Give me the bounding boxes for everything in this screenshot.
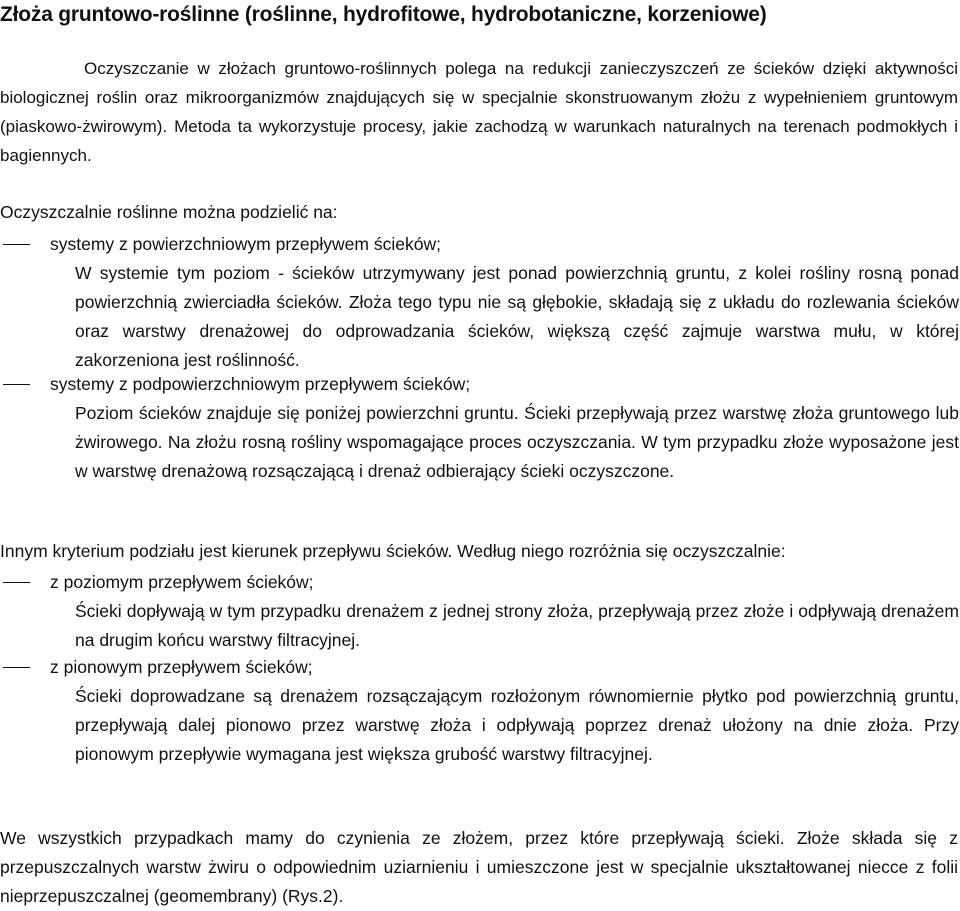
section1-lead: Oczyszczalnie roślinne można podzielić na: xyxy=(0,202,338,222)
list-item-description: Ścieki dopływają w tym przypadku drenażem z jednej strony złoża, przepływają przez złoże i odpływają drenażem na drugim końcu warstwy filtracyjnej. xyxy=(75,601,959,650)
section2-lead: Innym kryterium podziału jest kierunek przepływu ścieków. Według niego rozróżnia się oczyszczalnie: xyxy=(0,541,786,561)
list-item-title: systemy z powierzchniowym przepływem ścieków; xyxy=(50,234,441,254)
intro-paragraph: Oczyszczanie w złożach gruntowo-roślinnych polega na redukcji zanieczyszczeń ze ścieków dzięki aktywności biologicznej roślin oraz mikroorganizmów znajdujących się w specjalnie skonstruowanym złożu z wypełnieniem gruntowym (piaskowo-żwirowym). Metoda ta wykorzystuje procesy, jakie zachodzą w warunkach naturalnych na terenach podmokłych i bagiennych. xyxy=(0,59,958,165)
list-item-description: Poziom ścieków znajduje się poniżej powierzchni gruntu. Ścieki przepływają przez warstwę złoża gruntowego lub żwirowego. Na złożu rosną rośliny wspomagające proces oczyszczania. W tym przypadku złoże wyposażone jest w warstwę drenażową rozsączającą i drenaż odbierający ścieki oczyszczone. xyxy=(75,403,959,481)
list-item-title: systemy z podpowierzchniowym przepływem ścieków; xyxy=(50,374,471,394)
closing-paragraph: We wszystkich przypadkach mamy do czynienia ze złożem, przez które przepływają ścieki. Złoże składa się z przepuszczalnych warstw żwiru o odpowiednim uziarnieniu i umieszczone jest w specjalnie ukształtowanej niecce z folii nieprzepuszczalnej (geomembrany) (Rys.2). xyxy=(0,828,958,906)
list-item-title: z poziomym przepływem ścieków; xyxy=(50,572,314,592)
list-item-description: Ścieki doprowadzane są drenażem rozsączającym rozłożonym równomiernie płytko pod powierzchnią gruntu, przepływają dalej pionowo przez warstwę złoża i odpływają poprzez drenaż ułożony na dnie złoża. Przy pionowym przepływie wymagana jest większa grubość warstwy filtracyjnej. xyxy=(75,686,959,764)
list-item-title: z pionowym przepływem ścieków; xyxy=(50,657,313,677)
list-item-description: W systemie tym poziom - ścieków utrzymywany jest ponad powierzchnią gruntu, z kolei rośliny rosną ponad powierzchnią zwierciadła ścieków. Złoża tego typu nie są głębokie, składają się z układu do rozlewania ścieków oraz warstwy drenażowej do odprowadzania ścieków, większą część zajmuje warstwa mułu, w której zakorzeniona jest roślinność. xyxy=(75,263,959,370)
page-title: Złoża gruntowo-roślinne (roślinne, hydrofitowe, hydrobotaniczne, korzeniowe) xyxy=(0,3,767,26)
